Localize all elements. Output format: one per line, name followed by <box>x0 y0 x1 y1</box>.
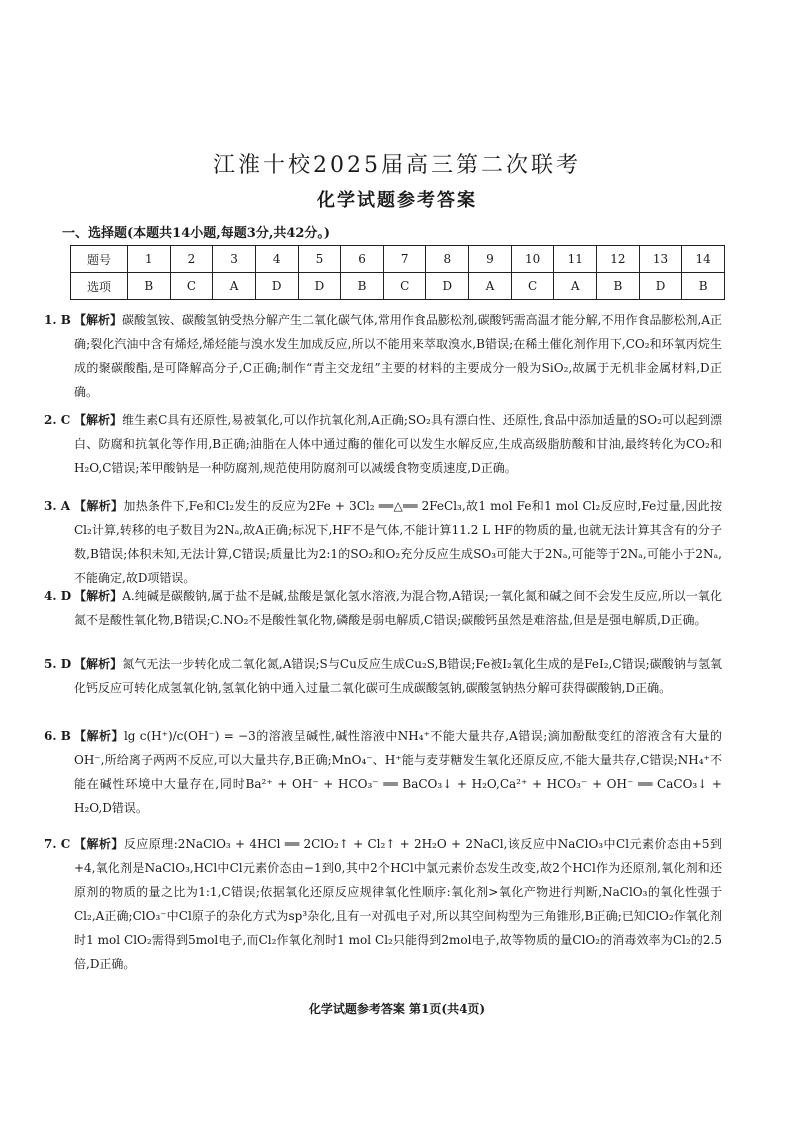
analysis-tag: 【解析】 <box>74 589 123 603</box>
answer-number: 6. B <box>44 729 71 743</box>
answer-number: 4. D <box>44 589 72 603</box>
table-cell: A <box>554 273 597 300</box>
analysis-tag: 【解析】 <box>74 413 123 427</box>
table-cell: 2 <box>170 246 213 273</box>
table-cell: 11 <box>554 246 597 273</box>
table-cell: D <box>255 273 298 300</box>
answer-choice-row <box>71 273 725 300</box>
answer-explanation <box>44 652 722 700</box>
answer-number: 3. A <box>44 499 71 513</box>
table-cell: 14 <box>682 246 725 273</box>
table-cell: B <box>341 273 384 300</box>
answer-explanation <box>44 584 722 632</box>
table-cell: 5 <box>298 246 341 273</box>
table-cell: C <box>511 273 554 300</box>
page-footer: 化学试题参考答案 第1页(共4页) <box>308 1002 486 1016</box>
table-cell: D <box>298 273 341 300</box>
analysis-tag: 【解析】 <box>74 313 123 327</box>
analysis-tag: 【解析】 <box>74 729 124 743</box>
answer-text: A.纯碱是碳酸钠,属于盐不是碱,盐酸是氯化氢水溶液,为混合物,A错误;一氧化氮和碱之间不会发生反应,所以一氧化氮不是酸性氧化物,B错误;C.NO₂不是酸性氧化物,磷酸是弱电解质,C错误;碳酸钙虽然是难溶盐,但是是强电解质,D正确。 <box>74 589 722 627</box>
answer-explanation <box>44 408 722 480</box>
table-cell: D <box>426 273 469 300</box>
table-cell: 10 <box>511 246 554 273</box>
page-title: 江淮十校2025届高三第二次联考 <box>213 153 581 178</box>
table-cell: 1 <box>128 246 171 273</box>
answer-number: 5. D <box>44 657 72 671</box>
table-cell: A <box>213 273 256 300</box>
table-cell: 9 <box>469 246 512 273</box>
answer-key-table <box>70 245 725 300</box>
answer-explanation <box>44 308 722 404</box>
table-cell: B <box>682 273 725 300</box>
analysis-tag: 【解析】 <box>74 657 123 671</box>
answer-number: 2. C <box>44 413 71 427</box>
row-label: 选项 <box>71 273 128 300</box>
answer-explanation <box>44 832 722 976</box>
answer-explanation <box>44 724 722 820</box>
answer-explanation <box>44 494 722 590</box>
question-number-row <box>71 246 725 273</box>
answer-text: 碳酸氢铵、碳酸氢钠受热分解产生二氧化碳气体,常用作食品膨松剂,碳酸钙需高温才能分解,不用作食品膨松剂,A正确;裂化汽油中含有烯烃,烯烃能与溴水发生加成反应,所以不能用来萃取溴水,B错误;在稀土催化剂作用下,CO₂和环氧丙烷生成的聚碳酸酯,是可降解高分子,C正确;制作“青主交龙纽”主要的材料的主要成分一般为SiO₂,故属于无机非金属材料,D正确。 <box>74 313 722 399</box>
table-cell: 6 <box>341 246 384 273</box>
table-cell: 8 <box>426 246 469 273</box>
table-cell: D <box>639 273 682 300</box>
table-cell: 3 <box>213 246 256 273</box>
section-heading: 一、选择题(本题共14小题,每题3分,共42分。) <box>62 226 331 241</box>
table-cell: B <box>597 273 640 300</box>
answer-text: 反应原理:2NaClO₃ + 4HCl ══ 2ClO₂↑ + Cl₂↑ + 2H₂O + 2NaCl,该反应中NaClO₃中Cl元素价态由+5到+4,氧化剂是NaClO₃,HCl中Cl元素价态由−1到0,其中2个HCl中氯元素价态发生改变,故2个HCl作为还原剂,氧化剂和还原剂的物质的量之比为1:1,C错误;依据氧化还原反应规律氧化性顺序:氧化剂>氧化产物进行判断,NaClO₃的氧化性强于Cl₂,A正确;ClO₃⁻中Cl原子的杂化方式为sp³杂化,且有一对孤电子对,所以其空间构型为三角锥形,B正确;已知ClO₂作氧化剂时1 mol ClO₂需得到5mol电子,而Cl₂作氧化剂时1 mol Cl₂只能得到2mol电子,故等物质的量ClO₂的消毒效率为Cl₂的2.5倍,D正确。 <box>74 837 722 971</box>
table-cell: 12 <box>597 246 640 273</box>
table-cell: A <box>469 273 512 300</box>
answer-number: 7. C <box>44 837 71 851</box>
table-cell: 13 <box>639 246 682 273</box>
table-cell: 4 <box>255 246 298 273</box>
analysis-tag: 【解析】 <box>74 837 124 851</box>
answer-number: 1. B <box>44 313 71 327</box>
table-cell: 7 <box>383 246 426 273</box>
page-subtitle: 化学试题参考答案 <box>317 190 477 211</box>
answer-text: lg c(H⁺)/c(OH⁻) = −3的溶液呈碱性,碱性溶液中NH₄⁺不能大量共存,A错误;滴加酚酞变红的溶液含有大量的OH⁻,所给离子两两不反应,可以大量共存,B正确;MnO₄⁻、H⁺能与麦芽糖发生氧化还原反应,不能大量共存,C错误;NH₄⁺不能在碱性环境中大量存在,同时Ba²⁺ + OH⁻ + HCO₃⁻ ══ BaCO₃↓ + H₂O,Ca²⁺ + HCO₃⁻ + OH⁻ ══ CaCO₃↓ + H₂O,D错误。 <box>74 729 722 815</box>
table-cell: C <box>383 273 426 300</box>
answer-text: 加热条件下,Fe和Cl₂发生的反应为2Fe + 3Cl₂ ══△══ 2FeCl₃,故1 mol Fe和1 mol Cl₂反应时,Fe过量,因此按Cl₂计算,转移的电子数目为2Nₐ,故A正确;标况下,HF不是气体,不能计算11.2 L HF的物质的量,也就无法计算其含有的分子数,B错误;体积未知,无法计算,C错误;质量比为2:1的SO₂和O₂充分反应生成SO₃可能大于2Nₐ,可能等于2Nₐ,可能小于2Nₐ,不能确定,故D项错误。 <box>74 499 722 585</box>
row-label: 题号 <box>71 246 128 273</box>
analysis-tag: 【解析】 <box>74 499 124 513</box>
answer-text: 氮气无法一步转化成二氧化氮,A错误;S与Cu反应生成Cu₂S,B错误;Fe被I₂氧化生成的是FeI₂,C错误;碳酸钠与氢氧化钙反应可转化成氢氧化钠,氢氧化钠中通入过量二氧化碳可生成碳酸氢钠,碳酸氢钠热分解可获得碳酸钠,D正确。 <box>74 657 722 695</box>
answer-text: 维生素C具有还原性,易被氧化,可以作抗氧化剂,A正确;SO₂具有漂白性、还原性,食品中添加适量的SO₂可以起到漂白、防腐和抗氧化等作用,B正确;油脂在人体中通过酶的催化可以发生水解反应,生成高级脂肪酸和甘油,最终转化为CO₂和H₂O,C错误;苯甲酸钠是一种防腐剂,规范使用防腐剂可以减缓食物变质速度,D正确。 <box>74 413 722 475</box>
table-cell: B <box>128 273 171 300</box>
table-cell: C <box>170 273 213 300</box>
